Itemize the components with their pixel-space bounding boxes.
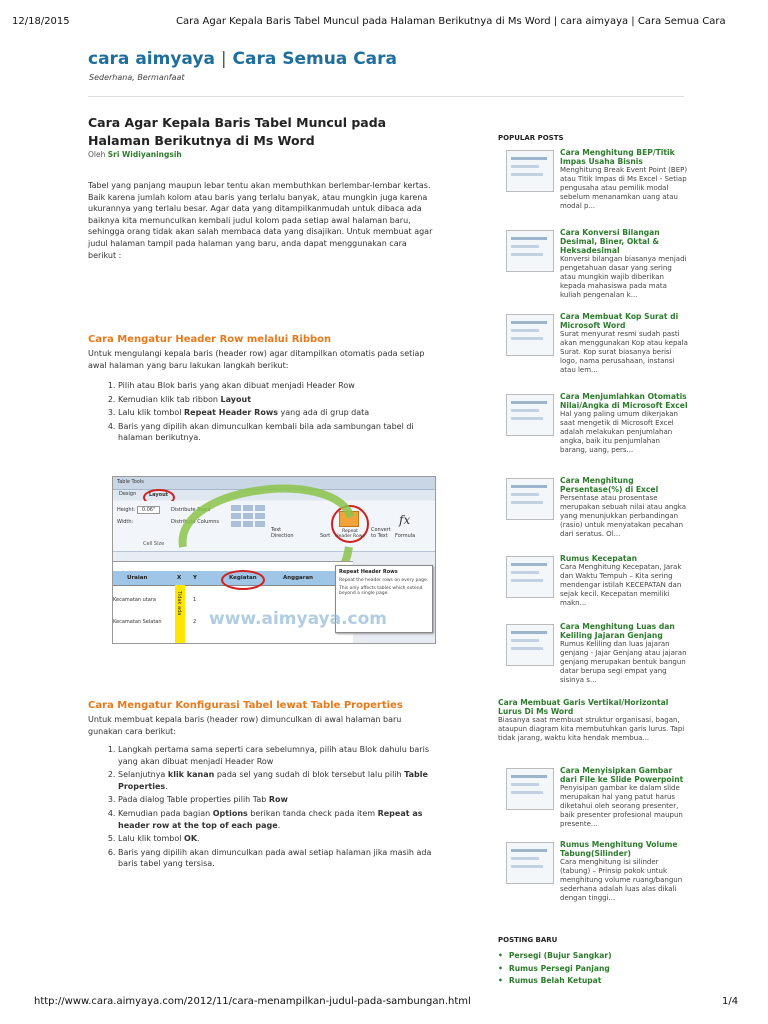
section2-text: Untuk membuat kepala baris (header row) dimunculkan di awal halaman baru gunakan cara berikut:	[88, 715, 402, 736]
header-divider	[88, 96, 684, 97]
step-bold: Repeat Header Rows	[184, 408, 278, 418]
step-text: Kemudian pada bagian	[118, 808, 213, 818]
col-anggaran: Anggaran	[283, 575, 314, 581]
byline-prefix: Oleh	[88, 150, 106, 159]
posting-baru-link[interactable]: • Persegi (Bujur Sangkar)	[498, 950, 612, 963]
post-thumbnail[interactable]	[506, 314, 554, 356]
popular-post-title[interactable]: Cara Membuat Kop Surat di Microsoft Word	[560, 312, 679, 330]
section1-steps	[102, 380, 448, 446]
print-url: http://www.cara.aimyaya.com/2012/11/cara-menampilkan-judul-pada-sambungan.html	[34, 996, 471, 1007]
section2-heading: Cara Mengatur Konfigurasi Tabel lewat Table Properties	[88, 700, 403, 711]
site-subtitle: Cara Semua Cara	[232, 49, 398, 69]
section2-steps	[102, 744, 448, 872]
tab-layout: Layout	[149, 492, 169, 498]
site-name: cara aimyaya	[88, 49, 215, 69]
section1-text: Untuk mengulangi kepala baris (header row) agar ditampilkan otomatis pada setiap awal halaman yang baru lakukan langkah berikut:	[88, 349, 425, 370]
distribute-rows: Distribute Rows	[171, 507, 211, 513]
col-x: X	[177, 575, 182, 581]
popular-post-snippet: Biasanya saat membuat struktur organisasi, bagan, ataupun diagram kita membutuhkan garis lurus. Tapi tidak jarang, waktu kita hendak membua...	[498, 716, 685, 742]
post-thumbnail[interactable]	[506, 150, 554, 192]
post-title: Cara Agar Kepala Baris Tabel Muncul pada Halaman Berikutnya di Ms Word	[88, 115, 387, 148]
row-num-2: 2	[193, 619, 197, 625]
popular-post-title[interactable]: Cara Menjumlahkan Otomatis Nilai/Angka di Microsoft Excel	[560, 392, 688, 410]
popular-post-item[interactable]	[498, 228, 688, 300]
popular-post-snippet: Hal yang paling umum dikerjakan saat mengetik di Microsoft Excel adalah melakukan penjumlahan angka, baik itu penjumlahan barang, uang, pers...	[560, 410, 678, 454]
fx-icon: fx	[399, 513, 411, 527]
list-item	[118, 769, 448, 792]
list-item	[118, 407, 448, 419]
popular-post-title[interactable]: Cara Menghitung Luas dan Keliling Jajaran Genjang	[560, 622, 675, 640]
popular-post-snippet: Rumus Keliling dan luas jajaran genjang - Jajar Genjang atau jajaran genjang merupakan bentuk bangun datar berupa segi empat yang sisinya s...	[560, 640, 687, 684]
list-item	[118, 380, 448, 392]
step-text: Pada dialog Table properties pilih Tab	[118, 795, 269, 805]
step-bold: OK	[184, 834, 198, 844]
tooltip-title: Repeat Header Rows	[339, 569, 398, 575]
post-thumbnail[interactable]	[506, 230, 554, 272]
posting-baru-heading: POSTING BARU	[498, 936, 558, 944]
site-title[interactable]	[88, 49, 397, 69]
tooltip-line2: This only affects tables which extend beyond a single page.	[339, 586, 423, 596]
step-bold: Row	[268, 795, 288, 805]
popular-post-snippet: Menghitung Break Event Point (BEP) atau Titik Impas di Ms Excel - Setiap pengusaha atau pemilik modal sebelum menanamkan uang atau modal p...	[560, 166, 688, 210]
popular-post-item[interactable]	[498, 840, 688, 903]
ribbon-screenshot	[112, 476, 436, 644]
author-link[interactable]: Sri Widiyaningsih	[107, 150, 182, 159]
popular-post-item[interactable]	[498, 622, 688, 685]
popular-post-title[interactable]: Cara Membuat Garis Vertikal/Horizontal Lurus Di Ms Word	[498, 698, 669, 716]
col-kegiatan: Kegiatan	[229, 575, 257, 581]
site-tagline: Sederhana, Bermanfaat	[89, 73, 185, 82]
step-text: .	[165, 781, 168, 791]
list-item	[118, 833, 448, 845]
step-text: Lalu klik tombol	[118, 834, 185, 844]
popular-post-item[interactable]	[498, 554, 688, 608]
popular-post-title[interactable]: Rumus Kecepatan	[560, 554, 638, 563]
list-item	[118, 394, 448, 406]
popular-post-snippet: Persentase atau prosentase merupakan sebuah nilai atau angka yang menunjukkan perbandingan (rasio) untuk menyatakan pecahan dari seratus. Ol...	[560, 494, 686, 538]
repeat-header-button: Repeat Header Rows	[335, 529, 365, 539]
post-thumbnail[interactable]	[506, 394, 554, 436]
popular-post-item[interactable]	[498, 392, 688, 455]
row-num-1: 1	[193, 597, 197, 603]
col-uraian: Uraian	[127, 575, 148, 581]
text-direction: Text Direction	[271, 527, 294, 539]
step-text: Baris yang dipilih akan dimunculkan kembali bila ada sambungan tabel di halaman berikutnya.	[118, 421, 414, 443]
posting-baru-list	[498, 950, 612, 988]
list-item	[118, 847, 448, 870]
post-intro: Tabel yang panjang maupun lebar tentu akan membuthkan berlembar-lembar kertas. Baik karena jumlah kolom atau baris yang terlalu banyak, atau mungkin juga karena ukurannya yang terlalu besar. Agar data yang ditampilkanmudah untuk dibaca ada baiknya kita memunculkan kembali judul kolom pada setiap awal halaman baru, sehingga orang tidak akan salah membaca data yang disajikan. Untuk membuat agar judul halaman tampil pada halaman yang baru, anda dapat menggunakan cara berikut :	[88, 181, 433, 260]
popular-post-title[interactable]: Cara Menghitung BEP/Titik Impas Usaha Bisnis	[560, 148, 675, 166]
popular-post-title[interactable]: Cara Menyisipkan Gambar dari File ke Slide Powerpoint	[560, 766, 684, 784]
site-separator: |	[220, 49, 227, 69]
window-title: Table Tools	[117, 479, 144, 485]
popular-post-title[interactable]: Cara Konversi Bilangan Desimal, Biner, Oktal & Heksadesimal	[560, 228, 660, 255]
section1-heading: Cara Mengatur Header Row melalui Ribbon	[88, 334, 332, 345]
popular-post-item[interactable]	[498, 766, 688, 829]
row-selatan: Kecamatan Selatan	[113, 619, 162, 625]
step-text: Langkah pertama sama seperti cara sebelumnya, pilih atau Blok dahulu baris yang akan dibuat menjadi Header Row	[118, 745, 429, 766]
popular-post-snippet: Penyisipan gambar ke dalam slide merupakan hal yang patut harus diketahui oleh seorang presenter, baik presenter profesional maupun presente...	[560, 784, 683, 828]
step-bold: klik kanan	[167, 770, 215, 780]
watermark: www.aimyaya.com	[209, 609, 388, 629]
step-text: Baris yang dipilih akan dimunculkan pada awal setiap halaman jika masih ada baris tabel yang tersisa.	[118, 847, 432, 869]
step-text: Selanjutnya	[118, 770, 168, 780]
popular-post-item[interactable]	[498, 312, 688, 375]
step-text: Lalu klik tombol	[118, 408, 185, 418]
popular-post-item[interactable]	[498, 476, 688, 539]
post-thumbnail[interactable]	[506, 768, 554, 810]
step-bold: Repeat as header row at the top of each page	[118, 808, 423, 830]
tab-design: Design	[119, 491, 137, 497]
post-byline	[88, 150, 182, 159]
print-page: 1/4	[722, 996, 739, 1007]
popular-post-title[interactable]: Rumus Menghitung Volume Tabung(Silinder)	[560, 840, 678, 858]
vertical-text: Tidak ada	[176, 591, 182, 616]
post-thumbnail[interactable]	[506, 556, 554, 598]
step-bold: Options	[212, 808, 248, 818]
step-text: Kemudian klik tab ribbon	[118, 394, 221, 404]
distribute-columns: Distribute Columns	[171, 519, 219, 525]
height-label: Height:	[117, 507, 136, 513]
posting-baru-link[interactable]: • Rumus Persegi Panjang	[498, 963, 612, 976]
row-utara: Kecamatan utara	[113, 597, 156, 603]
popular-post-item[interactable]	[498, 698, 688, 743]
post-thumbnail[interactable]	[506, 478, 554, 520]
step-text: yang ada di grup data	[277, 408, 370, 418]
convert-label: Convert to Text	[371, 527, 391, 539]
popular-post-snippet: Surat menyurat resmi sudah pasti akan menggunakan Kop atau kepala Surat. Kop surat biasanya berisi logo, nama perusahaan, instansi atau lem...	[560, 330, 688, 374]
sort-label: Sort	[320, 533, 331, 539]
cell-size-label: Cell Size	[143, 541, 165, 547]
popular-post-snippet: Cara menghitung isi silinder (tabung) – Prinsip pokok untuk menghitung volume ruang/bangun sederhana adalah luas alas dikali dengan tinggi...	[560, 858, 683, 902]
post-thumbnail[interactable]	[506, 624, 554, 666]
popular-posts-heading: POPULAR POSTS	[498, 134, 564, 142]
step-bold: Layout	[220, 394, 252, 404]
print-date: 12/18/2015	[12, 16, 70, 27]
step-text: .	[197, 834, 200, 844]
list-item	[118, 794, 448, 806]
tooltip-line1: Repeat the header rows on every page.	[339, 578, 429, 583]
formula-label: Formula	[395, 533, 416, 539]
step-text: berikan tanda check pada item	[247, 808, 378, 818]
height-value: 0.06"	[137, 506, 160, 514]
posting-baru-link[interactable]: • Rumus Belah Ketupat	[498, 975, 612, 988]
popular-post-snippet: Konversi bilangan biasanya menjadi pengetahuan dasar yang sering atau mungkin wajib diberikan kepada mahasiswa pada mata kuliah pengenalan k...	[560, 255, 687, 299]
col-y: Y	[193, 575, 197, 581]
step-text: Pilih atau Blok baris yang akan dibuat menjadi Header Row	[118, 381, 355, 390]
popular-post-title[interactable]: Cara Menghitung Persentase(%) di Excel	[560, 476, 659, 494]
list-item	[118, 744, 448, 767]
step-text: pada sel yang sudah di blok tersebut lalu pilih	[214, 770, 405, 780]
popular-post-snippet: Cara Menghitung Kecepatan, Jarak dan Waktu Tempuh – Kita sering mendengar istilah KECEPATAN dan sejak kecil. Kecepatan memiliki makn...	[560, 563, 682, 607]
width-label: Width:	[117, 519, 134, 525]
list-item	[118, 421, 448, 444]
popular-posts-list	[498, 148, 688, 908]
print-title: Cara Agar Kepala Baris Tabel Muncul pada Halaman Berikutnya di Ms Word | cara aimyaya | Cara Semua Cara	[176, 16, 726, 27]
step-bold: Table Properties	[118, 770, 428, 791]
post-thumbnail[interactable]	[506, 842, 554, 884]
list-item	[118, 808, 448, 831]
popular-post-item[interactable]	[498, 148, 688, 211]
step-text: .	[277, 820, 281, 830]
